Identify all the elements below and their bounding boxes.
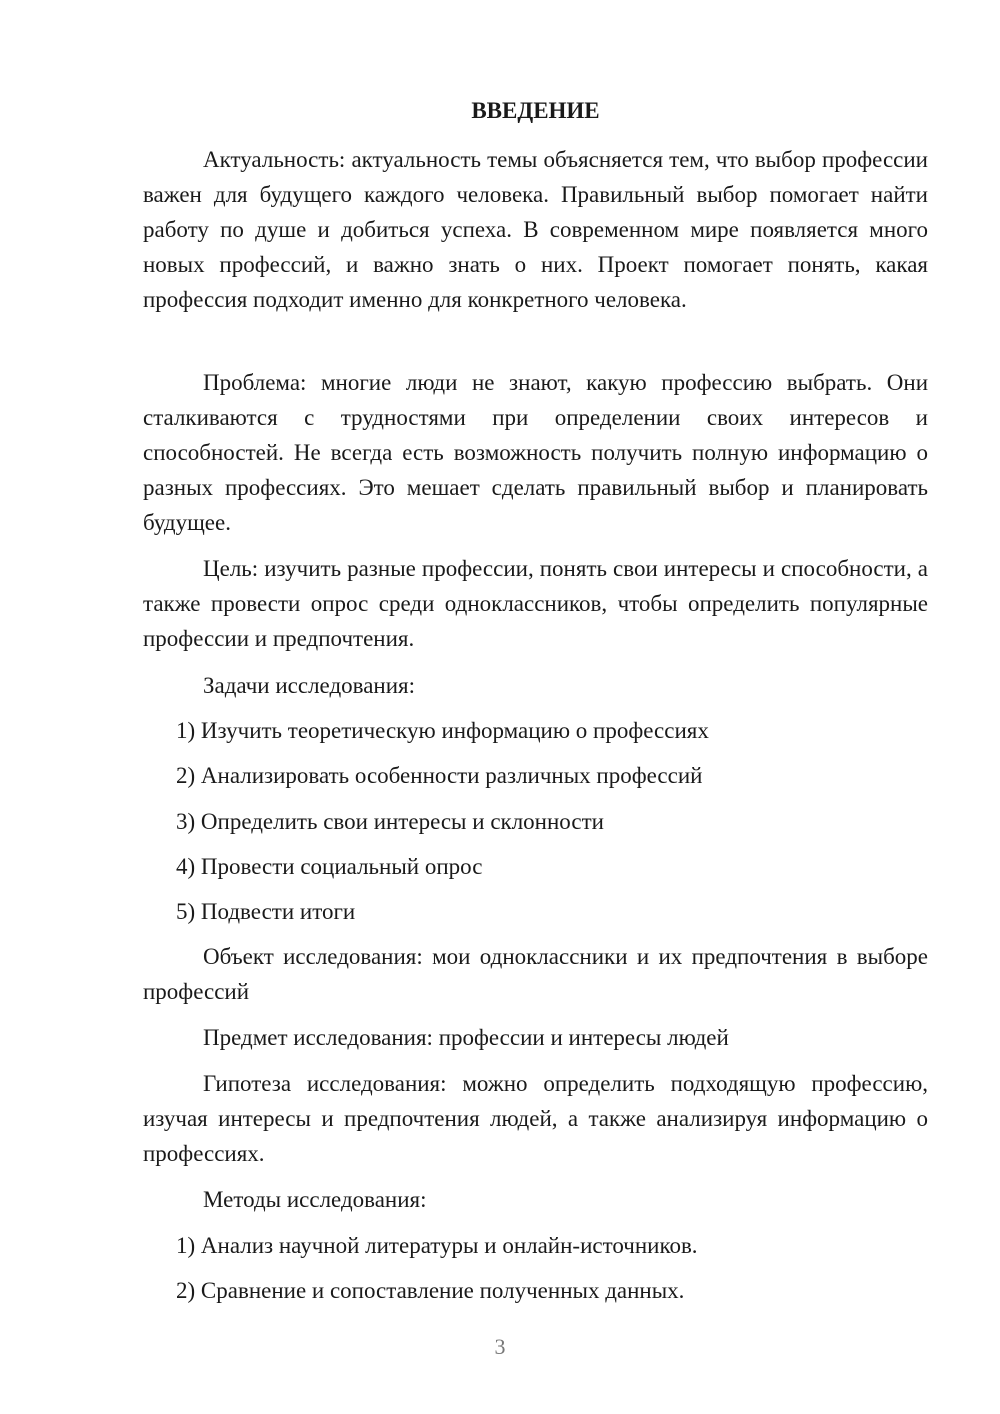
task-item-4: 4) Провести социальный опрос [176, 854, 483, 879]
paragraph-problem: Проблема: многие люди не знают, какую профессию выбрать. Они сталкиваются с трудностями при определении своих интересов и способностей. Не всегда есть возможность получить полную информацию о разных профессиях. Это мешает сделать правильный выбор и планировать будущее. [143, 370, 928, 535]
task-item-5: 5) Подвести итоги [176, 899, 356, 924]
task-item-2: 2) Анализировать особенности различных профессий [176, 763, 703, 788]
paragraph-subject: Предмет исследования: профессии и интересы людей [203, 1025, 729, 1050]
paragraph-goal: Цель: изучить разные профессии, понять свои интересы и способности, а также провести опрос среди одноклассников, чтобы определить популярные профессии и предпочтения. [143, 556, 928, 651]
paragraph-hypothesis: Гипотеза исследования: можно определить подходящую профессию, изучая интересы и предпочтения людей, а также анализируя информацию о профессиях. [143, 1071, 928, 1166]
task-item-3: 3) Определить свои интересы и склонности [176, 809, 604, 834]
task-item-1: 1) Изучить теоретическую информацию о профессиях [176, 718, 709, 743]
paragraph-relevance: Актуальность: актуальность темы объясняется тем, что выбор профессии важен для будущего каждого человека. Правильный выбор помогает найти работу по душе и добиться успеха. В современном мире появляется много новых профессий, и важно знать о них. Проект помогает понять, какая профессия подходит именно для конкретного человека. [143, 147, 928, 312]
methods-heading: Методы исследования: [203, 1187, 427, 1212]
method-item-1: 1) Анализ научной литературы и онлайн-источников. [176, 1233, 698, 1258]
tasks-heading: Задачи исследования: [203, 673, 416, 698]
method-item-2: 2) Сравнение и сопоставление полученных данных. [176, 1278, 685, 1303]
paragraph-object: Объект исследования: мои одноклассники и их предпочтения в выборе профессий [143, 944, 928, 1004]
page-number: 3 [494, 1334, 506, 1359]
page-title: ВВЕДЕНИЕ [471, 98, 600, 123]
